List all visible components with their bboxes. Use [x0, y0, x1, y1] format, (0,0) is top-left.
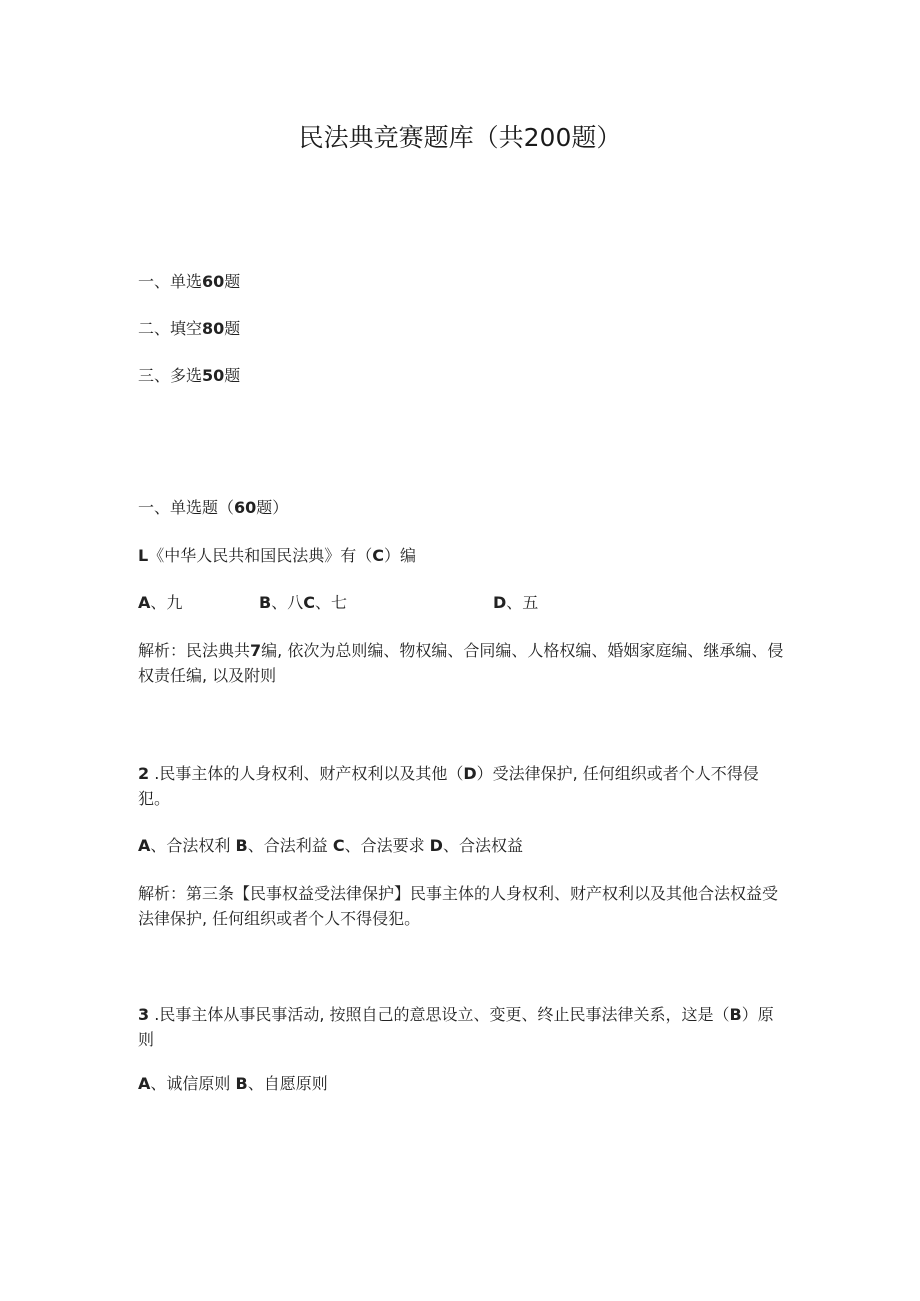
question-2-stem — [138, 761, 788, 811]
option-letter: D — [493, 593, 507, 612]
option-b — [259, 591, 347, 615]
option-letter: C — [332, 836, 345, 855]
question-text: 《中华人民共和国民法典》有（ — [148, 546, 373, 565]
document-title: 民法典竞赛题库（共200题） — [298, 123, 622, 152]
toc-suffix: 题 — [224, 366, 241, 385]
toc-count: 50 — [202, 366, 225, 385]
toc-item-fill-blank — [138, 317, 788, 341]
option-text: 、诚信原则 — [150, 1074, 231, 1093]
toc-item-multi-choice — [138, 364, 788, 388]
analysis-text-end: 编, 依次为总则编、物权编、合同编、人格权编、婚姻家庭编、继承编、侵权责任编, 以及附则 — [138, 641, 784, 685]
option-text: 、八 — [271, 593, 304, 612]
option-letter: B — [235, 836, 248, 855]
option-a — [138, 591, 182, 615]
option-letter: A — [138, 593, 151, 612]
analysis-count: 7 — [250, 641, 262, 660]
question-3-options — [138, 1072, 788, 1096]
question-3-stem — [138, 1002, 788, 1052]
option-text: 、合法权利 — [150, 836, 231, 855]
toc-count: 60 — [202, 272, 225, 291]
question-text: .民事主体从事民事活动, 按照自己的意思设立、变更、终止民事法律关系，这是（ — [149, 1005, 730, 1024]
option-text: 、九 — [150, 593, 183, 612]
question-answer: B — [729, 1005, 742, 1024]
section-heading-prefix: 一、单选题（ — [138, 498, 235, 517]
option-letter: D — [429, 836, 443, 855]
option-text: 、合法要求 — [344, 836, 425, 855]
option-text: 、合法利益 — [247, 836, 328, 855]
question-2-options — [138, 834, 788, 858]
option-text: 、合法权益 — [442, 836, 523, 855]
question-answer: D — [463, 764, 477, 783]
question-1-stem — [138, 544, 788, 568]
question-text-end: ）原则 — [138, 1005, 774, 1049]
question-answer: C — [372, 546, 384, 565]
toc-count: 80 — [202, 319, 225, 338]
section-heading-suffix: 题） — [256, 498, 289, 517]
option-text: 、自愿原则 — [247, 1074, 328, 1093]
question-text-end: ）编 — [383, 546, 416, 565]
toc-item-single-choice — [138, 270, 788, 294]
option-letter: B — [259, 593, 272, 612]
option-letter: A — [138, 836, 151, 855]
option-text: 、五 — [506, 593, 539, 612]
toc-prefix: 二、填空 — [138, 319, 203, 338]
question-1-analysis — [138, 638, 788, 688]
question-number: 3 — [138, 1005, 150, 1024]
option-letter: C — [303, 593, 315, 612]
toc-prefix: 三、多选 — [138, 366, 203, 385]
question-number: L — [138, 546, 149, 565]
toc-suffix: 题 — [224, 319, 241, 338]
option-d — [493, 591, 538, 615]
option-letter: A — [138, 1074, 151, 1093]
question-text-end: ）受法律保护, 任何组织或者个人不得侵犯。 — [138, 764, 759, 808]
question-number: 2 — [138, 764, 150, 783]
analysis-text: 解析：民法典共 — [138, 641, 251, 660]
question-text: .民事主体的人身权利、财产权利以及其他（ — [149, 764, 464, 783]
option-text: 、七 — [314, 593, 347, 612]
toc-prefix: 一、单选 — [138, 272, 203, 291]
question-1-options — [138, 591, 788, 615]
toc-suffix: 题 — [224, 272, 241, 291]
section-heading-count: 60 — [234, 498, 257, 517]
question-2-analysis: 解析：第三条【民事权益受法律保护】民事主体的人身权利、财产权利以及其他合法权益受法律保护, 任何组织或者个人不得侵犯。 — [138, 884, 779, 928]
section-heading — [138, 496, 788, 520]
option-letter: B — [235, 1074, 248, 1093]
